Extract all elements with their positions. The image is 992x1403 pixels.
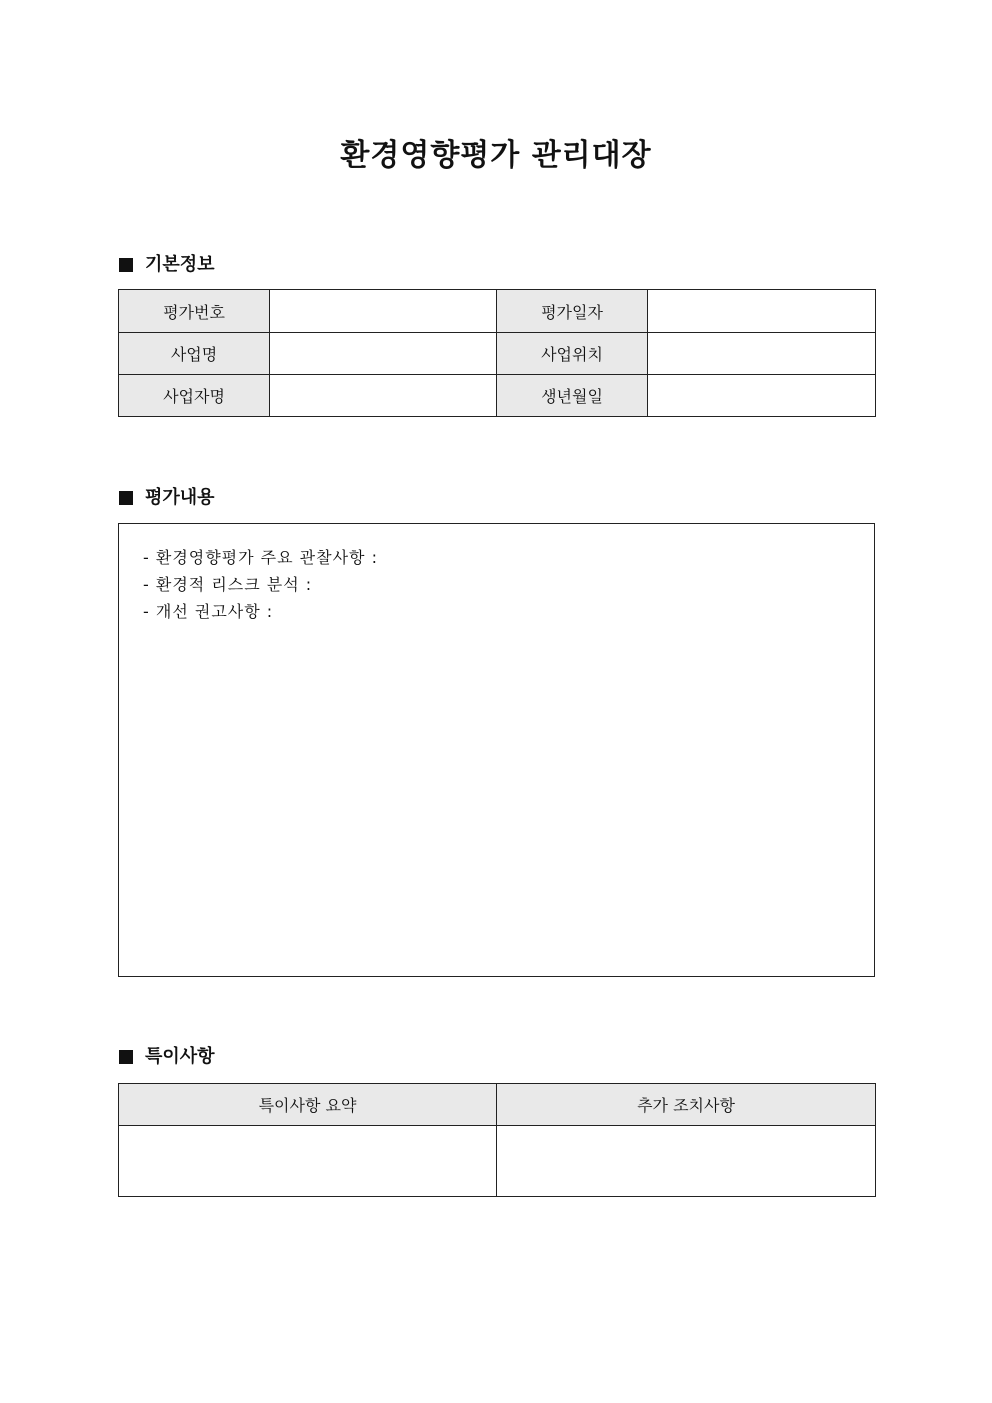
section-heading-basic-info xyxy=(119,253,215,277)
label-evaluation-number: 평가번호 xyxy=(119,290,270,333)
label-operator-name: 사업자명 xyxy=(119,375,270,417)
operator-name-field[interactable] xyxy=(270,375,497,417)
square-bullet-icon xyxy=(119,491,133,505)
section-title: 기본정보 xyxy=(145,254,215,275)
recommendations-line: - 개선 권고사항 : xyxy=(143,602,274,621)
project-name-field[interactable] xyxy=(270,333,497,375)
section-title: 특이사항 xyxy=(145,1046,215,1067)
section-heading-notes xyxy=(119,1045,215,1069)
risk-analysis-line: - 환경적 리스크 분석 : xyxy=(143,575,313,594)
column-header-summary: 특이사항 요약 xyxy=(119,1084,497,1126)
notes-action-field[interactable] xyxy=(497,1126,876,1197)
label-project-name: 사업명 xyxy=(119,333,270,375)
notes-table xyxy=(118,1083,876,1197)
evaluation-number-field[interactable] xyxy=(270,290,497,333)
table-row xyxy=(119,333,876,375)
page-title: 환경영향평가 관리대장 xyxy=(340,138,652,173)
birth-date-field[interactable] xyxy=(648,375,876,417)
label-birth-date: 생년월일 xyxy=(497,375,648,417)
square-bullet-icon xyxy=(119,1050,133,1064)
evaluation-date-field[interactable] xyxy=(648,290,876,333)
evaluation-content-box[interactable] xyxy=(118,523,875,977)
square-bullet-icon xyxy=(119,258,133,272)
section-title: 평가내용 xyxy=(145,487,215,508)
table-row xyxy=(119,1126,876,1197)
column-header-action: 추가 조치사항 xyxy=(497,1084,876,1126)
table-row xyxy=(119,375,876,417)
section-heading-evaluation xyxy=(119,486,215,510)
basic-info-table xyxy=(118,289,876,417)
label-evaluation-date: 평가일자 xyxy=(497,290,648,333)
table-row xyxy=(119,290,876,333)
notes-summary-field[interactable] xyxy=(119,1126,497,1197)
observations-line: - 환경영향평가 주요 관찰사항 : xyxy=(143,548,378,567)
project-location-field[interactable] xyxy=(648,333,876,375)
label-project-location: 사업위치 xyxy=(497,333,648,375)
table-header-row xyxy=(119,1084,876,1126)
